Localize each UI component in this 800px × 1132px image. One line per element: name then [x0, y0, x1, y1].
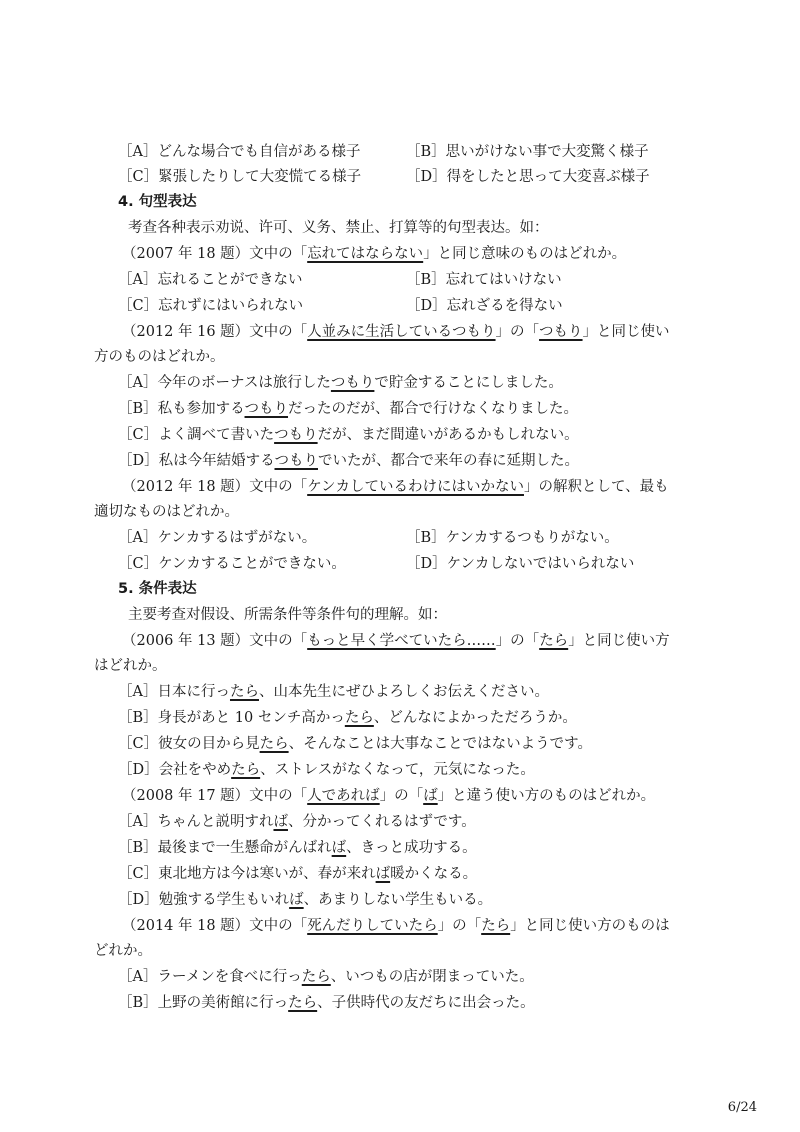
question-line: （2012 年 18 题）文中の「ケンカしているわけにはいかない」の解釈として、最も	[122, 479, 669, 495]
question-continuation: どれか。	[94, 943, 152, 959]
question-continuation: 適切なものはどれか。	[94, 504, 239, 520]
option-a: ［A］今年のボーナスは旅行したつもりで貯金することにしました。	[118, 375, 563, 391]
question-line: （2006 年 13 题）文中の「もっと早く学べていたら……」の「たら」と同じ使い方	[122, 633, 670, 649]
section-heading: 4. 句型表达	[118, 194, 197, 210]
section-heading: 5. 条件表达	[118, 581, 197, 597]
question-continuation: はどれか。	[94, 658, 167, 674]
option-c: ［C］忘れずにはいられない	[118, 298, 304, 314]
option-b: ［B］忘れてはいけない	[406, 272, 562, 288]
option-a: ［A］ラーメンを食べに行ったら、いつもの店が閉まっていた。	[118, 969, 534, 985]
option-b: ［B］思いがけない事で大変驚く様子	[406, 144, 649, 160]
question-line: （2008 年 17 题）文中の「人であれば」の「ば」と違う使い方のものはどれか。	[122, 788, 656, 804]
option-c: ［C］彼女の目から見たら、そんなことは大事なことではないようです。	[118, 736, 592, 752]
option-d: ［D］私は今年結婚するつもりでいたが、都合で来年の春に延期した。	[118, 453, 579, 469]
option-b: ［B］上野の美術館に行ったら、子供時代の友だちに出会った。	[118, 995, 535, 1011]
section-intro: 主要考查对假设、所需条件等条件句的理解。如：	[128, 607, 447, 623]
question-continuation: 方のものはどれか。	[94, 349, 225, 365]
section-intro: 考查各种表示劝说、许可、义务、禁止、打算等的句型表达。如：	[128, 220, 549, 236]
option-a: ［A］ケンカするはずがない。	[118, 530, 317, 546]
option-c: ［C］よく調べて書いたつもりだが、まだ間違いがあるかもしれない。	[118, 427, 579, 443]
option-c: ［C］緊張したりして大変慌てる様子	[118, 169, 362, 185]
option-b: ［B］私も参加するつもりだったのだが、都合で行けなくなりました。	[118, 401, 579, 417]
option-d: ［D］ケンカしないではいられない	[406, 556, 635, 572]
option-b: ［B］ケンカするつもりがない。	[406, 530, 619, 546]
question-line: （2012 年 16 题）文中の「人並みに生活しているつもり」の「つもり」と同じ使い	[122, 324, 670, 340]
question-line: （2007 年 18 题）文中の「忘れてはならない」と同じ意味のものはどれか。	[122, 246, 627, 262]
question-line: （2014 年 18 题）文中の「死んだりしていたら」の「たら」と同じ使い方のものは	[122, 918, 670, 934]
option-b: ［B］最後まで一生懸命がんばれば、きっと成功する。	[118, 840, 477, 856]
option-c: ［C］ケンカすることができない。	[118, 556, 346, 572]
option-c: ［C］東北地方は今は寒いが、春が来れば暖かくなる。	[118, 866, 478, 882]
option-a: ［A］どんな場合でも自信がある様子	[118, 144, 361, 160]
option-a: ［A］忘れることができない	[118, 272, 303, 288]
option-d: ［D］忘れざるを得ない	[406, 298, 563, 314]
option-d: ［D］得をしたと思って大変喜ぶ様子	[406, 169, 650, 185]
option-d: ［D］会社をやめたら、ストレスがなくなって，元気になった。	[118, 762, 535, 778]
option-b: ［B］身長があと 10 センチ高かったら、どんなによかっただろうか。	[118, 710, 577, 726]
option-a: ［A］日本に行ったら、山本先生にぜひよろしくお伝えください。	[118, 684, 549, 700]
option-a: ［A］ちゃんと説明すれば、分かってくれるはずです。	[118, 814, 476, 830]
page-number: 6/24	[727, 1100, 757, 1115]
option-d: ［D］勉強する学生もいれば、あまりしない学生もいる。	[118, 892, 493, 908]
